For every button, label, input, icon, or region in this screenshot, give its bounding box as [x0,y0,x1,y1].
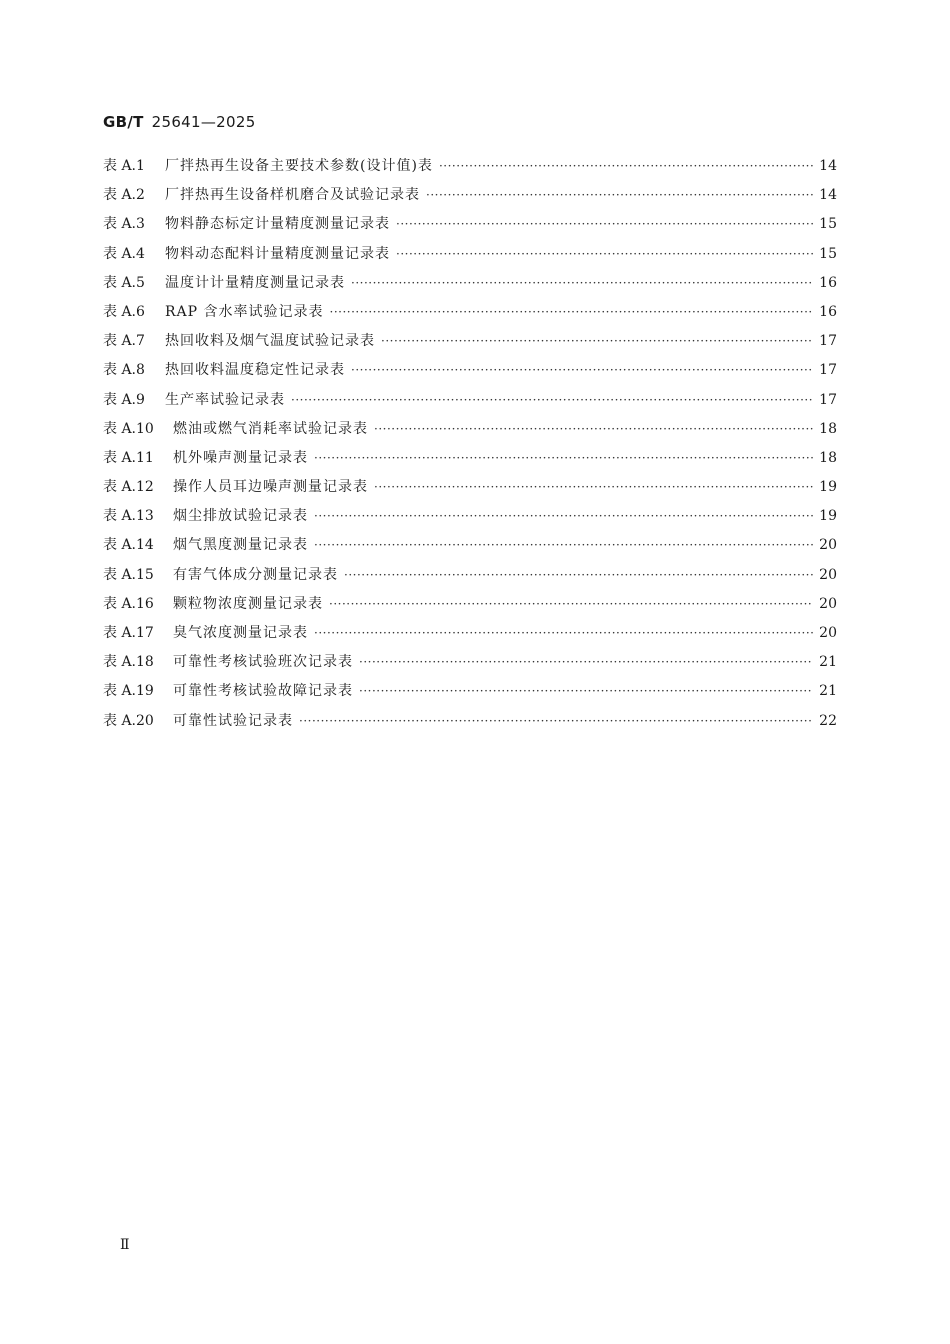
standard-number: 25641—2025 [151,113,256,131]
toc-entry-title: 物料动态配料计量精度测量记录表 [165,245,390,262]
standard-code: GB/T [103,113,144,131]
toc-entry-label: 表 A.10 [103,420,154,437]
toc-leader-dots [426,185,813,205]
toc-entry-title: 有害气体成分测量记录表 [173,566,338,583]
toc-entry[interactable] [103,448,837,477]
toc-entry[interactable] [103,652,837,681]
toc-leader-dots [330,302,813,322]
toc-entry-title: 颗粒物浓度测量记录表 [173,595,323,612]
toc-leader-dots [314,506,813,526]
toc-entry-label: 表 A.20 [103,712,154,729]
toc-entry-title: 可靠性试验记录表 [173,712,293,729]
toc-leader-dots [374,419,813,439]
toc-entry[interactable] [103,156,837,185]
toc-entry-page: 18 [819,449,837,466]
toc-entry-page: 15 [819,216,837,233]
toc-entry-label: 表 A.18 [103,654,154,671]
toc-entry-title: 可靠性考核试验班次记录表 [173,654,353,671]
toc-entry[interactable] [103,594,837,623]
toc-entry[interactable] [103,244,837,273]
toc-entry-page: 16 [819,303,837,320]
toc-entry-page: 21 [819,654,837,671]
toc-entry-page: 15 [819,245,837,262]
toc-entry-title: 烟气黑度测量记录表 [173,537,308,554]
toc-entry-title: 生产率试验记录表 [165,391,285,408]
toc-entry[interactable] [103,623,837,652]
toc-entry-title: 厂拌热再生设备主要技术参数(设计值)表 [165,158,433,174]
toc-entry-label: 表 A.5 [103,274,145,291]
toc-entry-label: 表 A.7 [103,333,145,350]
toc-entry-page: 14 [819,187,837,204]
toc-leader-dots [374,477,813,497]
toc-entry-page: 19 [819,508,837,525]
toc-entry-label: 表 A.6 [103,303,145,320]
toc-leader-dots [314,623,813,643]
toc-entry[interactable] [103,302,837,331]
toc-leader-dots [314,535,813,555]
document-header [103,113,256,131]
toc-leader-dots [396,244,813,264]
toc-entry-title: 热回收料及烟气温度试验记录表 [165,333,375,350]
toc-entry[interactable] [103,419,837,448]
toc-entry[interactable] [103,185,837,214]
table-of-contents [103,156,837,740]
toc-leader-dots [359,652,813,672]
toc-entry-page: 20 [819,566,837,583]
toc-entry-title: 烟尘排放试验记录表 [173,508,308,525]
toc-entry-label: 表 A.11 [103,449,154,466]
toc-leader-dots [439,156,813,176]
toc-entry-page: 20 [819,595,837,612]
toc-leader-dots [351,273,813,293]
toc-entry[interactable] [103,711,837,740]
toc-entry[interactable] [103,390,837,419]
toc-entry-label: 表 A.3 [103,216,145,233]
toc-entry[interactable] [103,214,837,243]
toc-leader-dots [329,594,813,614]
toc-entry-title: 操作人员耳边噪声测量记录表 [173,479,368,496]
toc-leader-dots [396,214,813,234]
toc-entry-page: 21 [819,683,837,700]
toc-entry-label: 表 A.2 [103,187,145,204]
toc-entry-label: 表 A.17 [103,625,154,641]
toc-entry-title: 厂拌热再生设备样机磨合及试验记录表 [165,187,420,204]
page-number: Ⅱ [120,1237,130,1253]
toc-entry-page: 17 [819,362,837,379]
toc-entry-label: 表 A.8 [103,362,145,379]
toc-entry-label: 表 A.19 [103,683,154,700]
toc-leader-dots [299,711,813,731]
toc-entry[interactable] [103,506,837,535]
toc-entry-page: 14 [819,158,837,174]
toc-entry-page: 16 [819,274,837,291]
toc-entry-label: 表 A.1 [103,158,145,174]
toc-entry-title: 温度计计量精度测量记录表 [165,274,345,291]
toc-entry[interactable] [103,477,837,506]
toc-entry[interactable] [103,273,837,302]
toc-entry[interactable] [103,331,837,360]
toc-entry-page: 20 [819,537,837,554]
toc-entry-label: 表 A.12 [103,479,154,496]
toc-leader-dots [381,331,813,351]
toc-entry-label: 表 A.13 [103,508,154,525]
toc-leader-dots [359,681,813,701]
toc-entry[interactable] [103,360,837,389]
toc-entry-title: 物料静态标定计量精度测量记录表 [165,216,390,233]
toc-entry[interactable] [103,535,837,564]
toc-entry-label: 表 A.16 [103,595,154,612]
toc-entry-title: 机外噪声测量记录表 [173,449,308,466]
toc-entry-title: 臭气浓度测量记录表 [173,625,308,641]
toc-leader-dots [344,565,813,585]
toc-entry[interactable] [103,565,837,594]
toc-entry-page: 19 [819,479,837,496]
toc-leader-dots [291,390,813,410]
toc-entry[interactable] [103,681,837,710]
toc-entry-title: 燃油或燃气消耗率试验记录表 [173,420,368,437]
toc-entry-page: 22 [819,712,837,729]
toc-entry-title: 热回收料温度稳定性记录表 [165,362,345,379]
toc-entry-label: 表 A.9 [103,391,145,408]
toc-entry-page: 17 [819,333,837,350]
toc-entry-page: 20 [819,625,837,641]
toc-entry-label: 表 A.15 [103,566,154,583]
toc-entry-label: 表 A.4 [103,245,145,262]
toc-leader-dots [314,448,813,468]
toc-entry-page: 17 [819,391,837,408]
toc-entry-title: RAP 含水率试验记录表 [165,303,324,320]
toc-entry-label: 表 A.14 [103,537,154,554]
toc-entry-title: 可靠性考核试验故障记录表 [173,683,353,700]
toc-entry-page: 18 [819,420,837,437]
toc-leader-dots [351,360,813,380]
